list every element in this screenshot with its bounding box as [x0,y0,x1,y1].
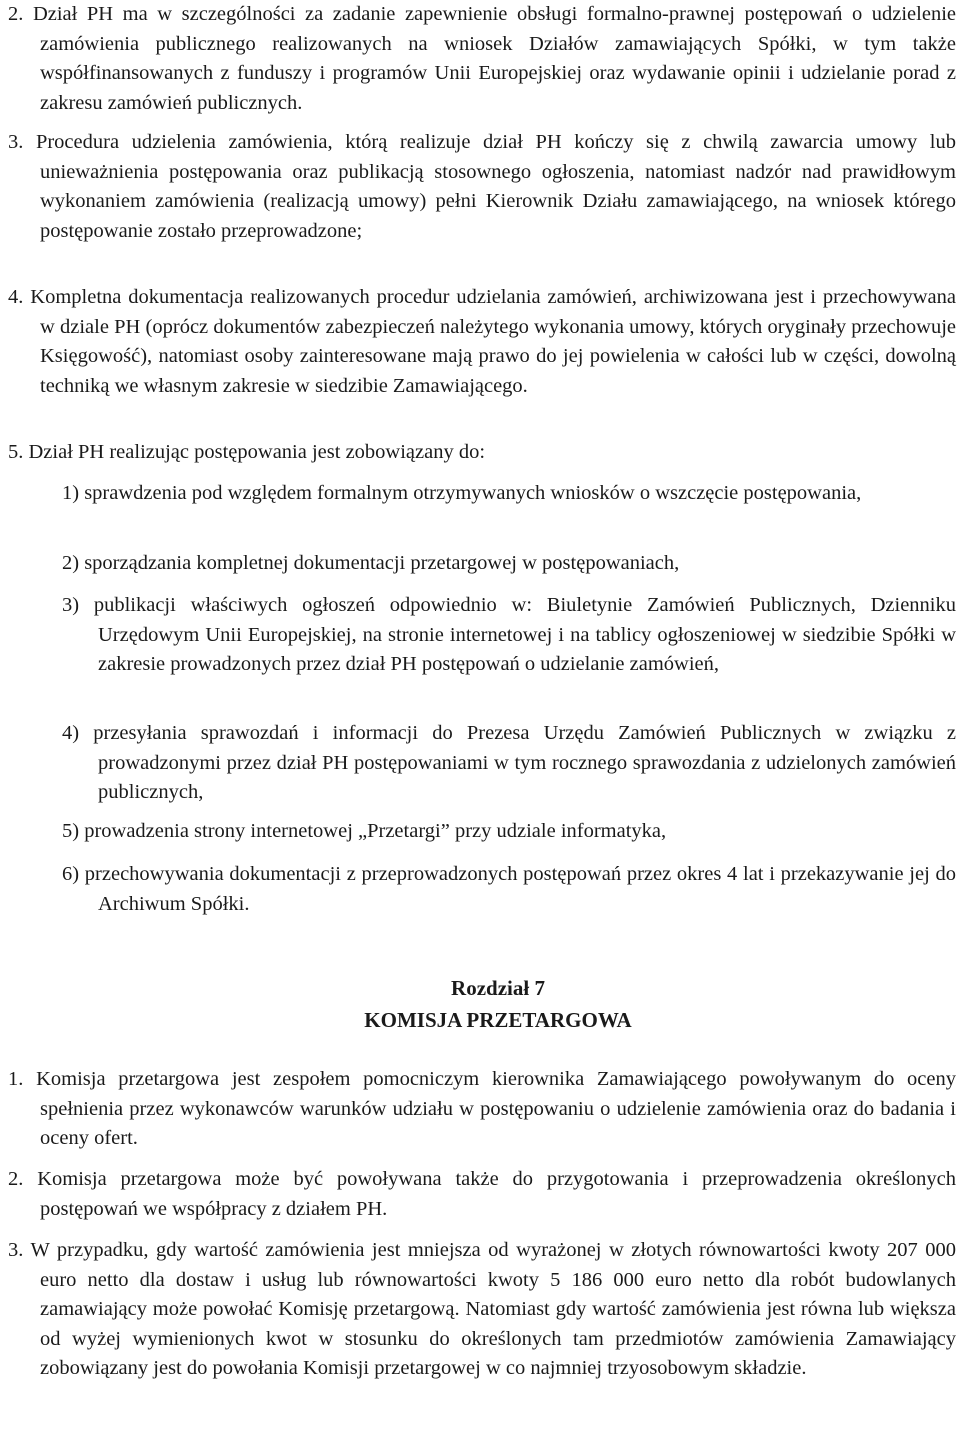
paragraph-3-text: 3. Procedura udzielenia zamówienia, którą realizuje dział PH kończy się z chwilą zawarcia umowy lub unieważnienia postępowania oraz publikacją stosownego ogłoszenia, natomiast nadzór nad prawidłowym wykonaniem zamówienia (realizacją umowy) pełni Kierownik Działu zamawiającego, na wniosek którego postępowanie zostało przeprowadzone; [8,131,956,242]
paragraph-5-text: 5. Dział PH realizując postępowania jest zobowiązany do: [8,441,486,463]
commission-paragraph-3 [8,1236,956,1384]
chapter-number: Rozdział 7 [451,976,545,1000]
duty-item: 6) przechowywania dokumentacji z przeprowadzonych postępowań przez okres 4 lat i przekazywanie jej do Archiwum Spółki. [62,863,956,915]
paragraph-2-text: 2. Dział PH ma w szczególności za zadanie zapewnienie obsługi formalno-prawnej postępowań o udzielenie zamówienia publicznego realizowanych na wniosek Działów zamawiających Spółki, w tym także współfinansowanych z funduszy i programów Unii Europejskiej oraz wydawanie opinii i udzielanie porad z zakresu zamówień publicznych. [8,3,956,114]
duty-item: 1) sprawdzenia pod względem formalnym otrzymywanych wniosków o wszczęcie postępowania, [62,482,862,504]
commission-paragraph-2-text: 2. Komisja przetargowa może być powoływana także do przygotowania i przeprowadzenia określonych postępowań we współpracy z działem PH. [8,1168,956,1220]
paragraph-4 [8,283,956,401]
commission-paragraph-3-text: 3. W przypadku, gdy wartość zamówienia jest mniejsza od wyrażonej w złotych równowartości kwoty 207 000 euro netto dla dostaw i usług lub równowartości kwoty 5 186 000 euro netto dla robót budowlanych zamawiający może powołać Komisję przetargową. Natomiast gdy wartość zamówienia jest równa lub większa od wyżej wymienionych kwot w stosunku do określonych tam przedmiotów zamówienia Zamawiający zobowiązany jest do powołania Komisji przetargowej w co najmniej trzyosobowym składzie. [8,1239,956,1379]
duty-item: 4) przesyłania sprawozdań i informacji do Prezesa Urzędu Zamówień Publicznych w związku z prowadzonymi przez dział PH postępowaniami w tym rocznego sprawozdania z udzielonych zamówień publicznych, [62,722,956,803]
commission-paragraph-2 [8,1165,956,1224]
commission-paragraph-1 [8,1065,956,1154]
commission-paragraph-1-text: 1. Komisja przetargowa jest zespołem pomocniczym kierownika Zamawiającego powoływanym do oceny spełnienia przez wykonawców warunków udziału w postępowaniu o udzielenie zamówienia oraz do badania i oceny ofert. [8,1068,956,1149]
duty-item: 2) sporządzania kompletnej dokumentacji przetargowej w postępowaniach, [62,552,680,574]
duty-item: 5) prowadzenia strony internetowej „Przetargi” przy udziale informatyka, [62,820,667,842]
paragraph-4-text: 4. Kompletna dokumentacja realizowanych procedur udzielania zamówień, archiwizowana jest i przechowywana w dziale PH (oprócz dokumentów zabezpieczeń należytego wykonania umowy, których oryginały przechowuje Księgowość), natomiast osoby zainteresowane mają prawo do jej powielenia w całości lub w części, dowolną techniką we własnym zakresie w siedzibie Zamawiającego. [8,286,956,397]
paragraph-5 [8,438,956,468]
duty-item: 3) publikacji właściwych ogłoszeń odpowiednio w: Biuletynie Zamówień Publicznych, Dzienniku Urzędowym Unii Europejskiej, na stronie internetowej i na tablicy ogłoszeniowej w siedzibie Spółki w zakresie prowadzonych przez dział PH postępowań o udzielanie zamówień, [62,594,956,675]
paragraph-2 [8,0,956,118]
paragraph-3 [8,128,956,246]
chapter-title: KOMISJA PRZETARGOWA [364,1008,632,1032]
